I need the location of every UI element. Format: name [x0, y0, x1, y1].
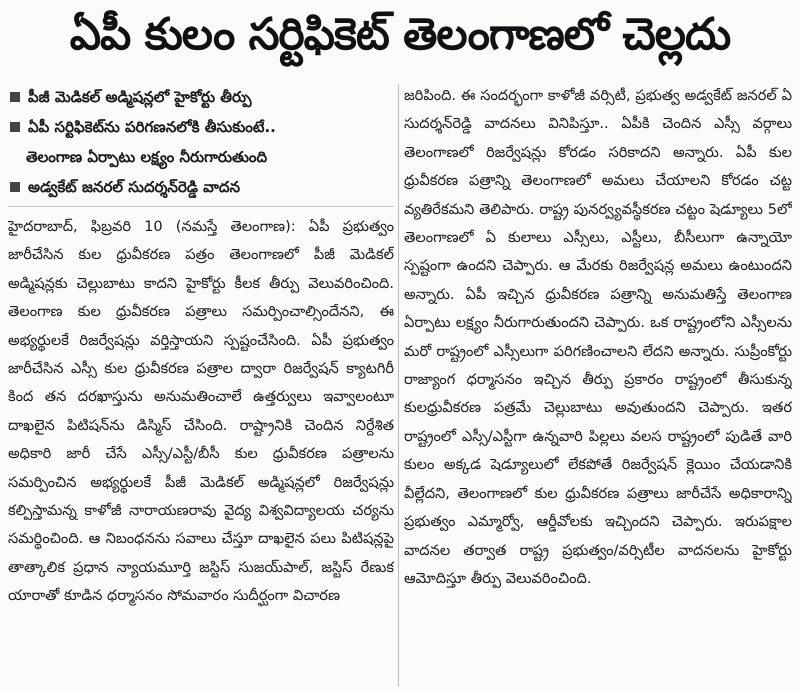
square-bullet-icon — [10, 92, 20, 102]
highlight-item — [8, 82, 394, 112]
highlight-text: ఏపీ సర్టిఫికెట్‌ను పరిగణనలోకి తీసుకుంటే.. — [28, 118, 276, 136]
highlight-text: తెలంగాణ ఏర్పాటు లక్ష్యం నీరుగారుతుంది — [26, 148, 268, 166]
highlights-divider — [8, 206, 394, 207]
headline: ఏపీ కులం సర్టిఫికెట్ తెలంగాణలో చెల్లదు — [69, 9, 731, 60]
highlight-text: పీజీ మెడికల్ అడ్మిషన్లలో హైకోర్టు తీర్పు — [28, 88, 252, 106]
highlight-item — [8, 142, 394, 172]
highlight-item — [8, 112, 394, 142]
article-body-left: హైదరాబాద్, ఫిబ్రవరి 10 (నమస్తే తెలంగాణ): ఏపీ ప్రభుత్వం జారీచేసిన కుల ధ్రువీకరణ పత్రం తెలంగాణలో పీజీ మెడికల్ అడ్మిషన్లకు చెల్లుబాటు కాదని హైకోర్టు కీలక తీర్పు వెలువరించింది. తెలంగాణ కుల ధ్రువీకరణ పత్రాలు సమర్పించాల్సిందేనని, ఈ అభ్యర్థులకే రిజర్వేషన్లు వర్తిస్తాయని స్పష్టంచేసింది. ఏపీ ప్రభుత్వం జారీచేసిన ఎస్సీ కుల ధ్రువీకరణ పత్రాల ద్వారా రిజర్వేషన్ క్యాటగిరీ కింద తన దరఖాస్తును అనుమతించాలే ఉత్తర్వులు ఇవ్వాలంటూ దాఖలైన పిటిషన్‌ను డిస్మిస్ చేసింది. రాష్ట్రానికి చెందిన నిర్దేశిత అధికారి జారీ చేసే ఎస్సీ/ఎస్టీ/బీసీ కుల ధ్రువీకరణ పత్రాలను సమర్పించిన అభ్యర్థులకే పీజీ మెడికల్ అడ్మిషన్లలో రిజర్వేషన్లు కల్పిస్తామన్న కాళోజీ నారాయణరావు వైద్య విశ్వవిద్యాలయ చర్యను సమర్థించింది. ఆ నిబంధనను సవాలు చేస్తూ దాఖలైన పలు పిటిషన్లపై తాత్కాలిక ప్రధాన న్యాయమూర్తి జస్టిస్ సుజయ్‌పాల్, జస్టిస్ రేణుక యారాతో కూడిన ధర్మాసనం సోమవారం సుదీర్ఘంగా విచారణ — [8, 218, 394, 605]
highlight-text: అడ్వకేట్ జనరల్ సుదర్శన్‌రెడ్డి వాదన — [28, 178, 241, 196]
column-divider — [398, 84, 399, 687]
left-column — [8, 82, 394, 689]
square-bullet-icon — [10, 182, 20, 192]
highlight-item — [8, 172, 394, 202]
highlights-list — [8, 82, 394, 202]
right-column — [404, 82, 792, 689]
article-body-right: జరిపింది. ఈ సందర్భంగా కాళోజీ వర్సిటీ, ప్రభుత్వ అడ్వకేట్ జనరల్ ఏ సుదర్శన్‌రెడ్డి వాదనలు వినిపిస్తూ.. ఏపీకి చెందిన ఎస్సీ వర్గాలు తెలంగాణలో రిజర్వేషన్లు కోరడం సరికాదని అన్నారు. ఏపీ కుల ధ్రువీకరణ పత్రాన్ని తెలంగాణలో అమలు చేయాలని కోరడం చట్ట వ్యతిరేకమని తెలిపారు. రాష్ట్ర పునర్వ్యవస్థీకరణ చట్టం షెడ్యూలు 5లో తెలంగాణలో ఏ కులాలు ఎస్సీలు, ఎస్టీలు, బీసీలుగా ఉన్నాయో స్పష్టంగా ఉందని చెప్పారు. ఆ మేరకు రిజర్వేషన్ల అమలు ఉంటుందని అన్నారు. ఏపీ ఇచ్చిన ధ్రువీకరణ పత్రాన్ని అనుమతిస్తే తెలంగాణ ఏర్పాటు లక్ష్యం నీరుగారుతుందని చెప్పారు. ఒక రాష్ట్రంలోని ఎస్సీలను మరో రాష్ట్రంలో ఎస్సీలుగా పరిగణించాలని లేదని అన్నారు. సుప్రీంకోర్టు రాజ్యాంగ ధర్మాసనం ఇచ్చిన తీర్పు ప్రకారం రాష్ట్రంలో తీసుకున్న కులధ్రువీకరణ పత్రమే చెల్లుబాటు అవుతుందని చెప్పారు. ఇతర రాష్ట్రంలో ఎస్సీ/ఎస్టీగా ఉన్నవారి పిల్లలు వలస రాష్ట్రంలో పుడితే వారి కులం అక్కడ షెడ్యూలులో లేకపోతే రిజర్వేషన్ క్లెయిం చేయడానికి వీల్లేదని, తెలంగాణలో కుల ధ్రువీకరణ పత్రాలు జారీచేసే అధికారాన్ని ప్రభుత్వం ఎమ్మార్వో, ఆర్డీవోలకు ఇచ్చిందని చెప్పారు. ఇరుపక్షాల వాదనల తర్వాత రాష్ట్ర ప్రభుత్వం/వర్సిటీల వాదనలను హైకోర్టు ఆమోదిస్తూ తీర్పు వెలువరించింది. — [404, 87, 792, 587]
square-bullet-icon — [10, 122, 20, 132]
